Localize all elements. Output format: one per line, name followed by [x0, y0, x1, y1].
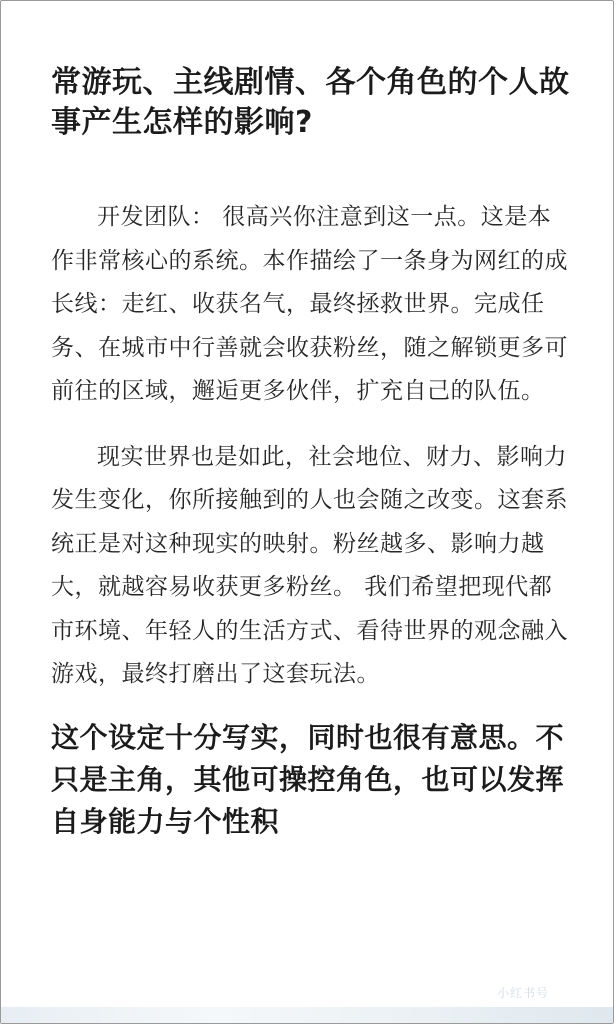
watermark: 小红书号	[496, 986, 549, 1000]
article-body	[51, 63, 571, 843]
answer-paragraph-2: 现实世界也是如此，社会地位、财力、影响力发生变化，你所接触到的人也会随之改变。这套系统正是对这种现实的映射。粉丝越多、影响力越大，就越容易收获更多粉丝。 我们希望把现代都市环境、年轻人的生活方式、看待世界的观念融入游戏，最终打磨出了这套玩法。	[51, 443, 568, 687]
next-question-heading: 这个设定十分写实，同时也很有意思。不只是主角，其他可操控角色，也可以发挥自身能力与个性积	[51, 720, 565, 838]
footer-band	[1, 1007, 613, 1023]
answer-paragraph-1: 开发团队： 很高兴你注意到这一点。这是本作非常核心的系统。本作描绘了一条身为网红的成长线：走红、收获名气，最终拯救世界。完成任务、在城市中行善就会收获粉丝，随之解锁更多可前往的区域，邂逅更多伙伴，扩充自己的队伍。	[51, 204, 568, 404]
question-heading: 常游玩、主线剧情、各个角色的个人故事产生怎样的影响?	[51, 65, 570, 140]
